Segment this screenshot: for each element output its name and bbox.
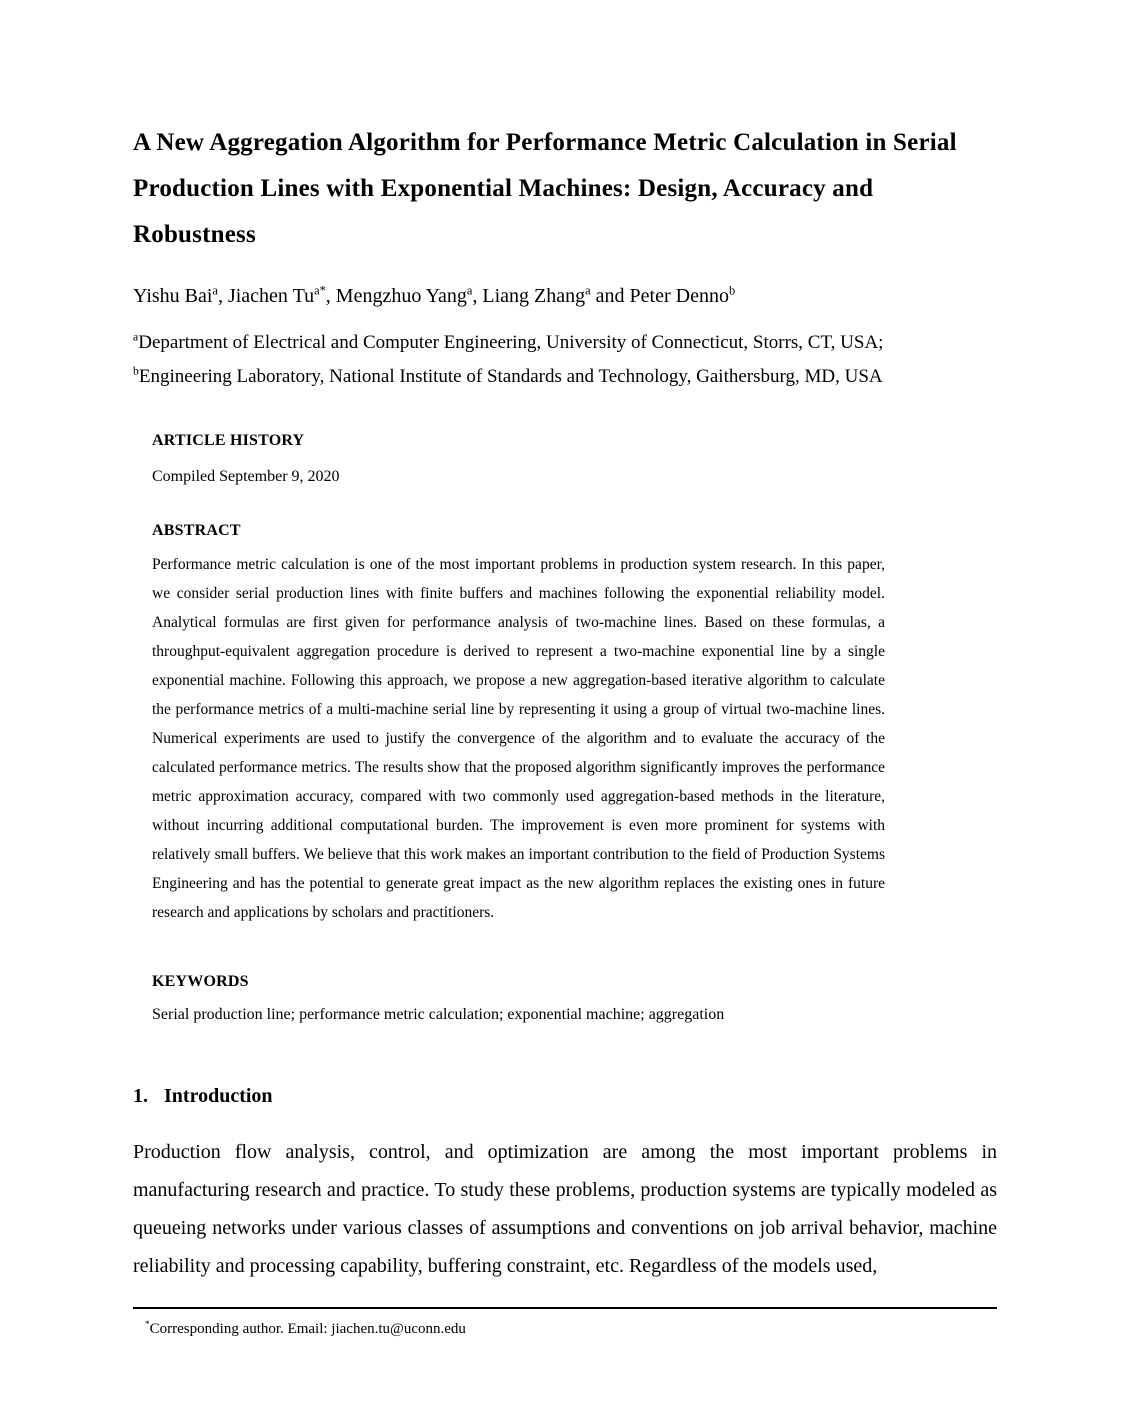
author-name: and Peter Denno [590,285,729,307]
paper-title [133,120,997,258]
author-affiliation-mark: a [585,283,591,298]
section-heading-introduction [133,1081,997,1111]
section-title: Introduction [164,1085,273,1107]
author-name: , Jiachen Tu [217,285,315,307]
compiled-date: Compiled September 9, 2020 [152,468,340,485]
affiliation-mark: b [133,364,139,378]
keywords-heading: KEYWORDS [152,973,249,990]
section-number: 1. [133,1085,148,1107]
affiliation-text: Department of Electrical and Computer Engineering, University of Connecticut, Storrs, CT, USA; [138,332,884,353]
paper-title-line-1: A New Aggregation Algorithm for Performance Metric Calculation in Serial [133,129,957,156]
affiliation-text: Engineering Laboratory, National Institute of Standards and Technology, Gaithersburg, MD, USA [138,366,883,387]
author-name: , Liang Zhang [472,285,586,307]
introduction-paragraph: Production flow analysis, control, and optimization are among the most important problems in manufacturing research and practice. To study these problems, production systems are typically modeled as queueing networks under various classes of assumptions and conventions on job arrival behavior, machine reliability and processing capability, buffering constraint, etc. Regardless of the models used, [133,1141,997,1277]
author-affiliation-mark: a* [314,283,326,298]
paper-title-line-2: Production Lines with Exponential Machines: Design, Accuracy and Robustness [133,175,874,248]
abstract-text: Performance metric calculation is one of the most important problems in production system research. In this paper, we consider serial production lines with finite buffers and machines following the exponential reliability model. Analytical formulas are first given for performance analysis of two-machine lines. Based on these formulas, a throughput-equivalent aggregation procedure is derived to represent a two-machine exponential line by a single exponential machine. Following this approach, we propose a new aggregation-based iterative algorithm to calculate the performance metrics of a multi-machine serial line by representing it using a group of virtual two-machine lines. Numerical experiments are used to justify the convergence of the algorithm and to evaluate the accuracy of the calculated performance metrics. The results show that the proposed algorithm significantly improves the performance metric approximation accuracy, compared with two commonly used aggregation-based methods in the literature, without incurring additional computational burden. The improvement is even more prominent for systems with relatively small buffers. We believe that this work makes an important contribution to the field of Production Systems Engineering and has the potential to generate great impact as the new algorithm replaces the existing ones in future research and applications by scholars and practitioners. [152,556,885,921]
corresponding-author-footnote [133,1319,997,1339]
keywords-text: Serial production line; performance metric calculation; exponential machine; aggregation [152,1006,725,1023]
footnote-text: Corresponding author. Email: jiachen.tu@uconn.edu [149,1321,466,1337]
author-name: , Mengzhuo Yang [325,285,467,307]
affiliation-a [133,326,997,360]
affiliation-mark: a [133,330,139,344]
affiliation-list [133,326,997,394]
author-name: Yishu Bai [133,285,213,307]
author-affiliation-mark: a [466,283,473,298]
front-matter-block [152,430,885,1027]
author-list [133,282,997,310]
footnote-rule [133,1307,997,1309]
abstract-heading: ABSTRACT [152,522,241,539]
footnote-marker: * [145,1320,150,1330]
author-affiliation-mark: a [212,283,218,298]
affiliation-b [133,360,997,394]
article-history-heading: ARTICLE HISTORY [152,432,305,449]
author-affiliation-mark: b [728,283,736,298]
